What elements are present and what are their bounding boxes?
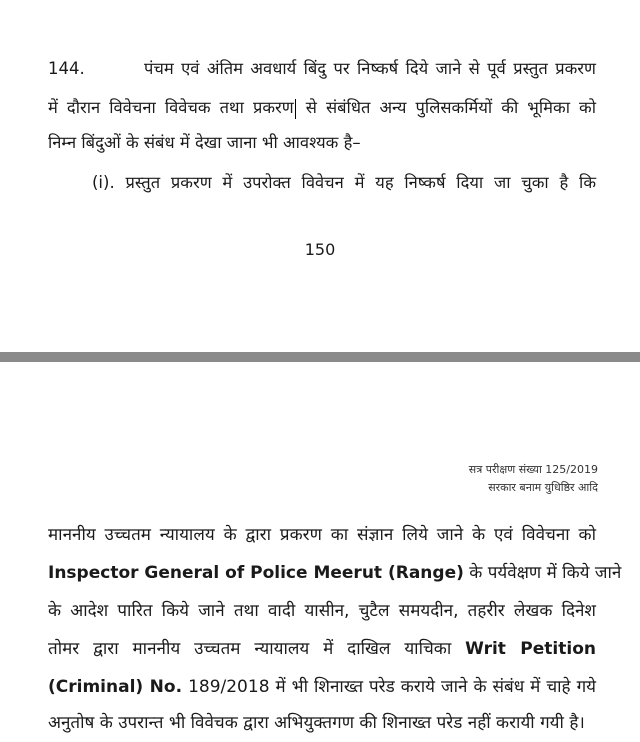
sub-point-i: (i). प्रस्तुत प्रकरण में उपरोक्त विवेचन में यह निष्कर्ष दिया जा चुका है कि [92,173,596,192]
page-separator [0,352,640,362]
case-header-line-1: सत्र परीक्षण संख्या 125/2019 [468,463,598,476]
bold-designation: Inspector General of Police Meerut (Range) [48,563,464,583]
body-line-6: अनुतोष के उपरान्त भी विवेचक द्वारा अभियुक्तगण की शिनाख्त परेड नहीं करायी गयी है। [48,713,585,733]
text-cursor [295,99,296,119]
body-line-3: के आदेश पारित किये जाने तथा वादी यासीन, चुटैल समयदीन, तहरीर लेखक दिनेश [48,601,596,621]
paragraph-number: 144. [48,59,85,78]
lower-page [0,362,640,742]
paragraph-144-line-2: में दौरान विवेचना विवेचक तथा प्रकरण से संबंधित अन्य पुलिसकर्मियों की भूमिका को [48,98,596,117]
body-line-4: तोमर द्वारा माननीय उच्चतम न्यायालय में दाखिल याचिका Writ Petition [48,639,596,659]
page-number: 150 [304,240,336,259]
body-line-5: (Criminal) No. 189/2018 में भी शिनाख्त परेड कराये जाने के संबंध में चाहे गये [48,677,597,697]
paragraph-144-line-3: निम्न बिंदुओं के संबंध में देखा जाना भी आवश्यक है– [48,133,361,152]
case-header-line-2: सरकार बनाम युधिष्ठिर आदि [488,481,598,494]
upper-page [0,0,640,352]
body-line-1: माननीय उच्चतम न्यायालय के द्वारा प्रकरण का संज्ञान लिये जाने के एवं विवेचना को [48,525,596,545]
body-line-2: Inspector General of Police Meerut (Range) के पर्यवेक्षण में किये जाने [48,563,622,583]
bold-criminal-no: (Criminal) No. [48,677,183,697]
bold-petition: Writ Petition [465,639,596,659]
cropped-previous-text [0,0,640,8]
paragraph-144-line-1: 144. पंचम एवं अंतिम अवधार्य बिंदु पर निष्कर्ष दिये जाने से पूर्व प्रस्तुत प्रकरण [48,59,596,78]
